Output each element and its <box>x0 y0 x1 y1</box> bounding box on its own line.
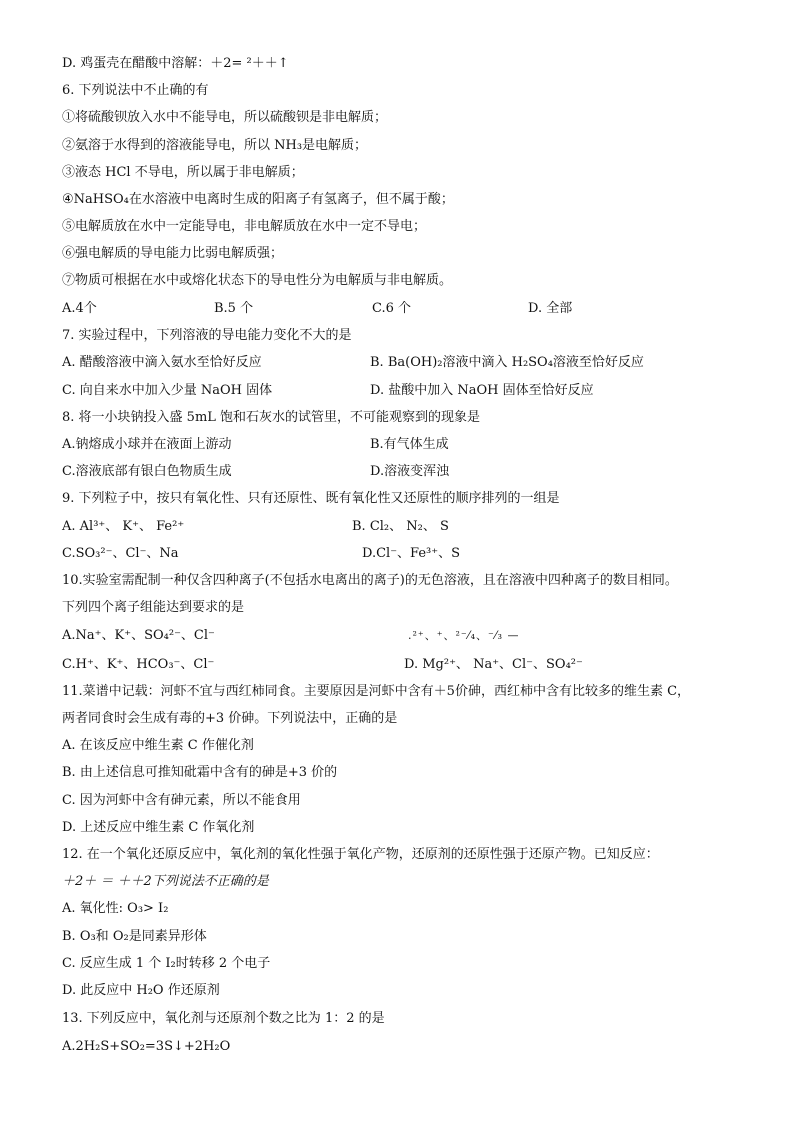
q12-option-b: B. O₃和 O₂是同素异形体 <box>62 929 207 944</box>
q10-option-a: A.Na⁺、K⁺、SO₄²⁻、Cl⁻ <box>62 628 215 643</box>
q6-statement-2: ②氨溶于水得到的溶液能导电，所以 NH₃是电解质； <box>62 138 368 153</box>
q9-option-b: B. Cl₂、 N₂、 S <box>352 519 449 534</box>
q10-option-d: D. Mg²⁺、 Na⁺、Cl⁻、SO₄²⁻ <box>404 657 583 672</box>
q8-option-d: D.溶液变浑浊 <box>370 464 450 479</box>
q11-option-b: B. 由上述信息可推知砒霜中含有的砷是+3 价的 <box>62 765 338 780</box>
q5-option-d: D. 鸡蛋壳在醋酸中溶解：＋2= ²＋＋↑ <box>62 56 289 71</box>
q13-stem: 13. 下列反应中，氧化剂与还原剂个数之比为 1：2 的是 <box>62 1011 385 1026</box>
q6-statement-1: ①将硫酸钡放入水中不能导电，所以硫酸钡是非电解质； <box>62 110 388 125</box>
q10-stem: 10.实验室需配制一种仅含四种离子(不包括水电离出的离子)的无色溶液，且在溶液中四种离子的数目相同。 <box>62 573 678 588</box>
q6-statement-5: ⑤电解质放在水中一定能导电，非电解质放在水中一定不导电； <box>62 219 427 234</box>
q11-option-d: D. 上述反应中维生素 C 作氧化剂 <box>62 820 255 835</box>
q9-stem: 9. 下列粒子中，按只有氧化性、只有还原性、既有氧化性又还原性的顺序排列的一组是 <box>62 491 560 506</box>
q6-statement-6: ⑥强电解质的导电能力比弱电解质强； <box>62 246 284 261</box>
q6-statement-7: ⑦物质可根据在水中或熔化状态下的导电性分为电解质与非电解质。 <box>62 273 453 288</box>
q8-stem: 8. 将一小块钠投入盛 5mL 饱和石灰水的试管里，不可能观察到的现象是 <box>62 410 481 425</box>
q13-option-a: A.2H₂S+SO₂=3S↓+2H₂O <box>62 1039 231 1054</box>
q9-option-c: C.SO₃²⁻、Cl⁻、Na <box>62 546 179 561</box>
q6-stem: 6. 下列说法中不止确的有 <box>62 83 209 98</box>
q8-option-b: B.有气体生成 <box>370 437 449 452</box>
q6-option-b: B.5 个 <box>214 301 254 316</box>
q12-equation: ＋2＋ ＝ ＋＋2下列说法不正确的是 <box>62 874 269 889</box>
q9-option-d: D.Cl⁻、Fe³⁺、S <box>362 546 461 561</box>
q7-option-d: D. 盐酸中加入 NaOH 固体至恰好反应 <box>370 383 594 398</box>
q7-option-a: A. 醋酸溶液中滴入氨水至恰好反应 <box>62 355 262 370</box>
q10-stem-2: 下列四个离子组能达到要求的是 <box>62 600 245 615</box>
q11-stem-2: 两者同食时会生成有毒的+3 价砷。下列说法中，正确的是 <box>62 711 398 726</box>
q9-option-a: A. Al³⁺、 K⁺、 Fe²⁺ <box>62 519 185 534</box>
q6-statement-4: ④NaHSO₄在水溶液中电离时生成的阳离子有氢离子，但不属于酸； <box>62 192 454 207</box>
q10-option-c: C.H⁺、K⁺、HCO₃⁻、Cl⁻ <box>62 657 215 672</box>
q8-option-c: C.溶液底部有银白色物质生成 <box>62 464 232 479</box>
q12-stem: 12. 在一个氧化还原反应中，氧化剂的氧化性强于氧化产物，还原剂的还原性强于还原产物。已知反应： <box>62 847 659 862</box>
q10-option-b: .²⁺、⁺、²⁻⁄₄、⁻⁄₃ — <box>408 629 520 642</box>
q12-option-c: C. 反应生成 1 个 I₂时转移 2 个电子 <box>62 956 271 971</box>
q6-statement-3: ③液态 HCl 不导电，所以属于非电解质； <box>62 165 304 180</box>
q7-option-b: B. Ba(OH)₂溶液中滴入 H₂SO₄溶液至恰好反应 <box>370 355 644 370</box>
q6-option-c: C.6 个 <box>372 301 412 316</box>
q6-option-d: D. 全部 <box>528 301 573 316</box>
q6-option-a: A.4个 <box>62 301 97 316</box>
q7-stem: 7. 实验过程中，下列溶液的导电能力变化不大的是 <box>62 328 352 343</box>
q12-option-d: D. 此反应中 H₂O 作还原剂 <box>62 983 220 998</box>
q11-stem: 11.菜谱中记载：河虾不宜与西红柿同食。主要原因是河虾中含有＋5价砷，西红柿中含有比较多的维生素 C， <box>62 684 691 699</box>
q7-option-c: C. 向自来水中加入少量 NaOH 固体 <box>62 383 273 398</box>
q12-option-a: A. 氧化性: O₃> I₂ <box>62 901 169 916</box>
q11-option-a: A. 在该反应中维生素 C 作催化剂 <box>62 738 254 753</box>
q8-option-a: A.钠熔成小球并在液面上游动 <box>62 437 232 452</box>
q11-option-c: C. 因为河虾中含有砷元素，所以不能食用 <box>62 793 301 808</box>
